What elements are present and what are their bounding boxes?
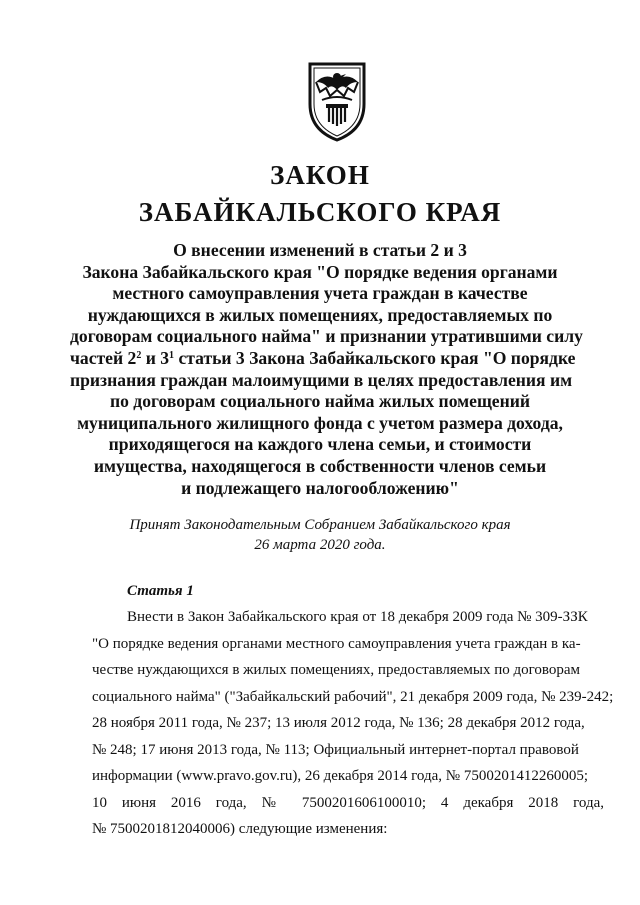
subtitle-text: частей 2 (70, 347, 137, 368)
subtitle-line: приходящегося на каждого члена семьи, и стоимости (108, 434, 532, 455)
subtitle-line: признания граждан малоимущими в целях предоставления им (70, 369, 573, 390)
region-title: ЗАБАЙКАЛЬСКОГО КРАЯ (138, 197, 502, 227)
subtitle-text: и 3 (141, 347, 170, 368)
subtitle-line: Закона Забайкальского края "О порядке ведения органами (82, 261, 558, 282)
body-line: № 248; 17 июня 2013 года, № 113; Официальный интернет-портал правовой (92, 741, 579, 758)
subtitle-line: договорам социального найма" и признании утратившими силу (70, 326, 583, 347)
coat-of-arms-icon (302, 60, 372, 142)
subtitle-line: и подлежащего налогообложению" (181, 477, 459, 498)
subtitle-line: муниципального жилищного фонда с учетом размера дохода, (77, 412, 563, 433)
body-line: информации (www.pravo.gov.ru), 26 декабря 2014 года, № 7500201412260005; (92, 768, 589, 784)
superscript: 2 (136, 349, 142, 361)
subtitle-line: по договорам социального найма жилых помещений (109, 391, 531, 412)
subtitle-text: статьи 3 Закона Забайкальского края "О порядке (174, 347, 576, 368)
document-type-title: ЗАКОН (270, 160, 370, 190)
article-heading: Статья 1 (127, 583, 194, 599)
body-line: Внести в Закон Забайкальского края от 18 декабря 2009 года № 309-ЗЗК (127, 609, 588, 625)
law-subtitle (70, 240, 583, 499)
body-line: "О порядке ведения органами местного самоуправления учета граждан в ка- (92, 635, 581, 652)
body-line: № 7500201812040006) следующие изменения: (92, 821, 388, 837)
subtitle-line: О внесении изменений в статьи 2 и 3 (173, 240, 467, 260)
adoption-note (0, 515, 640, 555)
body-line: социального найма" ("Забайкальский рабочий", 21 декабря 2009 года, № 239-242; (92, 688, 614, 705)
body-line: честве нуждающихся в жилых помещениях, предоставляемых по договорам (92, 662, 581, 678)
subtitle-line: местного самоуправления учета граждан в качестве (112, 283, 528, 304)
subtitle-line: нуждающихся в жилых помещениях, предоставляемых по (87, 304, 553, 325)
subtitle-line: имущества, находящегося в собственности членов семьи (93, 455, 547, 476)
article-body (92, 604, 614, 843)
adoption-line: Принят Законодательным Собранием Забайкальского края (129, 517, 511, 533)
adoption-date: 26 марта 2020 года. (254, 537, 386, 553)
superscript: 1 (169, 349, 175, 361)
subtitle-line (70, 347, 576, 370)
body-line: 28 ноября 2011 года, № 237; 13 июля 2012 года, № 136; 28 декабря 2012 года, (92, 715, 585, 731)
body-line: 10 июня 2016 года, № 7500201606100010; 4 декабря 2018 года, (92, 794, 604, 811)
